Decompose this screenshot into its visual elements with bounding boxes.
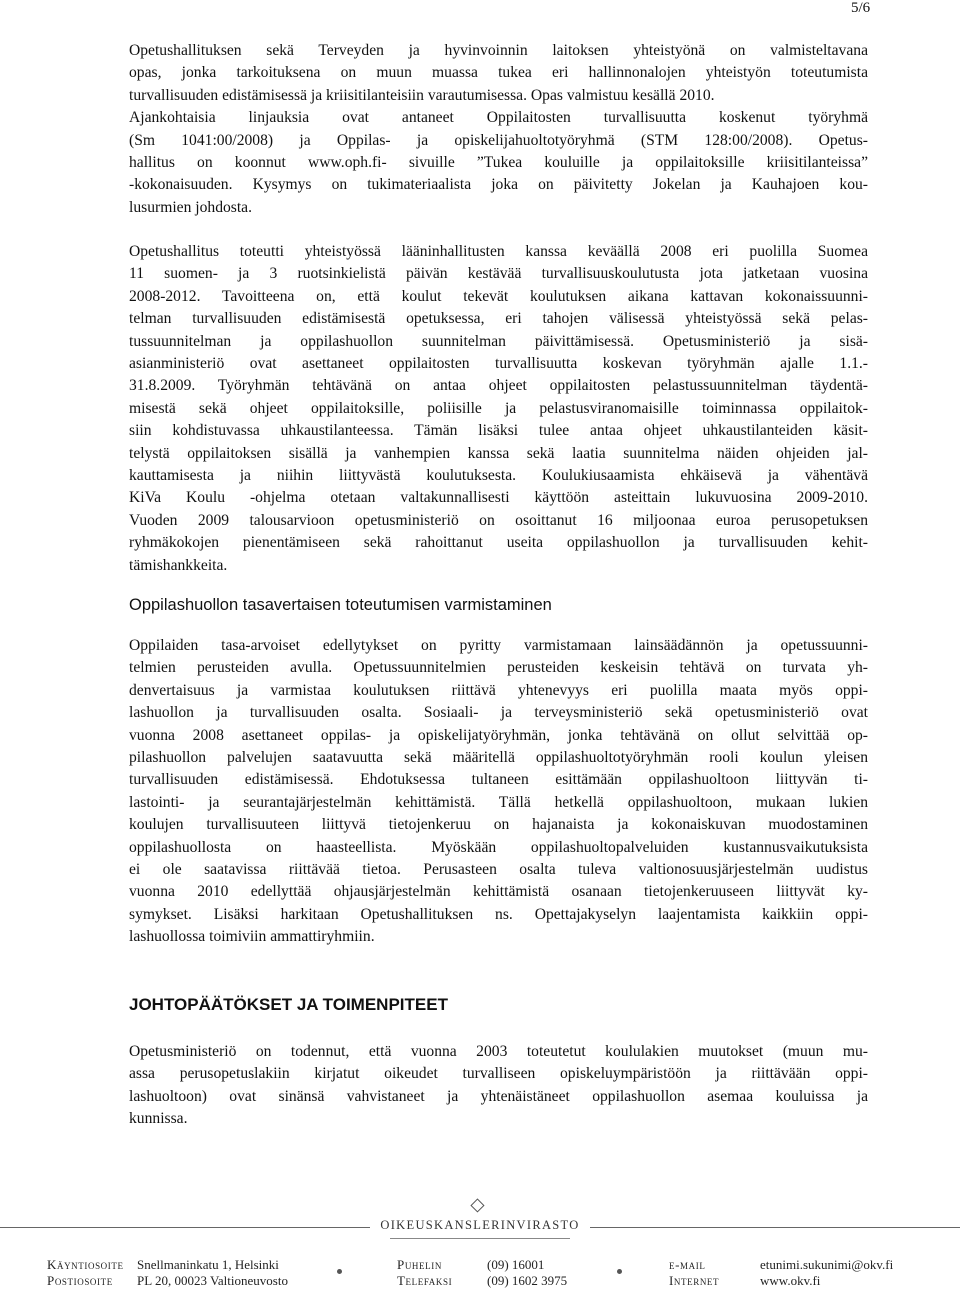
text-line: lashuoltoon) ovat sinänsä vahvistaneet ja yhtenäistäneet oppilashuollon asemaa kouluissa ja (129, 1087, 868, 1105)
internet-value: www.okv.fi (760, 1273, 821, 1288)
text-line: telmien perusteiden avulla. Opetussuunnitelmien perusteiden keskeisin tehtävä on turvata yh- (129, 659, 868, 677)
fax-value: (09) 1602 3975 (487, 1273, 568, 1288)
text-line: KiVa Koulu -ohjelma otetaan valtakunnallisesti käyttöön asteittain lukuvuosina 2009-2010. (129, 489, 868, 507)
visit-address-value: Snellmaninkatu 1, Helsinki (137, 1257, 279, 1272)
text-line: assa perusopetuslakiin kirjatut oikeudet turvalliseen opiskeluympäristöön ja riittävään oppi- (129, 1065, 868, 1083)
text-line: 11 suomen- ja 3 ruotsinkielistä päivän kestävää turvallisuuskoulutusta jota jatketaan vuosina (129, 265, 868, 283)
diamond-ornament-icon (470, 1198, 484, 1212)
separator-dot-icon (617, 1269, 622, 1274)
text-line: ryhmäkokojen pienentämiseen sekä rahoittanut useita oppilashuollon ja turvallisuuden kehit- (129, 534, 868, 552)
footer-rule-left (0, 1227, 380, 1228)
fax-label: Telefaksi (397, 1273, 453, 1288)
section-heading-caps: JOHTOPÄÄTÖKSET JA TOIMENPITEET (129, 995, 448, 1014)
paragraph-3 (129, 635, 868, 949)
text-line: koulujen turvallisuuteen liittyvä tietojenkeruu on hajanaista ja kokonaiskuvan muodostaminen (129, 816, 868, 834)
text-line: Opetusministeriö on todennut, että vuonna 2003 toteutetut koululakien muutokset (muun mu- (129, 1043, 868, 1060)
text-line: hallitus on koonnut www.oph.fi- sivuille ”Tukea kouluille ja oppilaitoksille kriisitilanteissa” (129, 154, 868, 172)
footer-rule-right (580, 1227, 960, 1228)
text-line: 31.8.2009. Työryhmän tehtävänä on antaa ohjeet oppilaitosten pelastussuunnitelman täydentä- (129, 377, 868, 395)
text-line: Opetushallituksen sekä Terveyden ja hyvinvoinnin laitoksen yhteistyönä on valmisteltavana (129, 42, 868, 59)
text-line: 2008-2012. Tavoitteena on, että koulut tekevät koulutuksen aikana kattavan kokonaissuunni- (129, 287, 868, 305)
text-line: lusurmien johdosta. (129, 198, 253, 216)
email-value: etunimi.sukunimi@okv.fi (760, 1257, 894, 1272)
paragraph-2 (129, 241, 868, 577)
text-line: kunnissa. (129, 1110, 188, 1128)
text-line: Oppilaiden tasa-arvoiset edellytykset on pyritty varmistamaan lainsäädännön ja opetussuunni- (129, 637, 868, 654)
text-line: pilashuollon palvelujen saatavuutta sekä määritellä oppilashuoltotyöryhmän rooli koulun yleisen (129, 749, 868, 767)
section-heading: Oppilashuollon tasavertaisen toteutumisen varmistaminen (129, 596, 552, 614)
text-line: tussuunnitelman ja oppilashuollon suunnitelman päivittämisessä. Opetusministeriö ja sisä- (129, 332, 868, 350)
text-line: kauttamisesta ja niihin liittyvästä koulutuksesta. Koulukiusaamista ehkäisevä ja vähentävä (129, 467, 868, 485)
text-line: Opetushallitus toteutti yhteistyössä lääninhallitusten kanssa keväällä 2008 eri puolilla Suomea (129, 243, 868, 260)
text-line: ei ole saatavissa riittävää tietoa. Perusasteen osalta tuleva valtionosuusjärjestelmän uudistus (129, 861, 868, 879)
text-line: misestä sekä ohjeet oppilaitoksille, poliisille ja pelastusviranomaisille toiminnassa oppilaitok- (129, 399, 868, 417)
separator-dot-icon (337, 1269, 342, 1274)
text-line: siin kohdistuvassa uhkaustilanteessa. Tämän lisäksi tulee antaa ohjeet uhkaustilanteiden käsit- (129, 422, 868, 440)
text-line: lashuollon ja turvallisuuden osalta. Sosiaali- ja terveysministeriö sekä opetusministeriö ovat (129, 704, 868, 722)
text-line: lashuollossa toimiviin ammattiryhmiin. (129, 928, 375, 946)
footer-brand (370, 1218, 590, 1233)
postal-address-value: PL 20, 00023 Valtioneuvosto (137, 1273, 288, 1288)
text-line: Ajankohtaisia linjauksia ovat antaneet Oppilaitosten turvallisuutta koskenut työryhmä (129, 109, 868, 127)
postal-address-label: Postiosoite (47, 1273, 113, 1288)
text-line: turvallisuuden edistämisessä. Ehdotuksessa tultaneen esittämään oppilashuoltoon liittyvän ti- (129, 771, 868, 789)
text-line: (Sm 1041:00/2008) ja Oppilas- ja opiskelijahuoltotyöryhmä (STM 128:00/2008). Opetus- (129, 131, 868, 149)
text-line: -kokonaisuuden. Kysymys on tukimateriaalista joka on päivitetty Jokelan ja Kauhajoen kou- (129, 176, 868, 194)
phone-label: Puhelin (397, 1257, 442, 1272)
email-label: e-mail (669, 1257, 706, 1272)
text-line: asianministeriö ovat asettaneet oppilaitosten turvallisuutta koskevan työryhmän ajalle 1.1.- (129, 355, 868, 373)
text-line: opas, jonka tarkoituksena on muun muassa tukea eri hallinnonalojen yhteistyön toteutumista (129, 64, 868, 82)
internet-label: Internet (669, 1273, 720, 1288)
text-line: lastointi- ja seurantajärjestelmän kehittämistä. Tällä hetkellä oppilashuoltoon, mukaan lukien (129, 793, 868, 811)
text-line: vuonna 2010 edellyttää ohjausjärjestelmän kehittämistä osanaan tietojenkeruuseen liittyvät ky- (129, 883, 868, 901)
text-line: telman turvallisuuden edistämisestä opetuksessa, eri tahojen välisessä yhteistyössä sekä pelas- (129, 310, 868, 328)
brand-underline (390, 1238, 570, 1239)
phone-value: (09) 16001 (487, 1257, 545, 1272)
visit-address-label: Käyntiosoite (47, 1257, 124, 1272)
page-number: 5/6 (851, 0, 871, 16)
text-line: denvertaisuus ja varmistaa koulutuksen riittävä yhtenevyys eri puolilla maata myös oppi- (129, 681, 868, 699)
text-line: vuonna 2008 asettaneet oppilas- ja opiskelijatyöryhmän, jonka tehtävänä on ollut selvittää op- (129, 726, 868, 744)
text-line: symykset. Lisäksi harkitaan Opetushallituksen ns. Opettajakyselyn laajentamista kaikkiin oppi- (129, 905, 868, 923)
paragraph-1 (129, 40, 868, 219)
paragraph-4 (129, 1041, 868, 1131)
text-line: tämishankkeita. (129, 556, 228, 574)
text-line: turvallisuuden edistämisessä ja kriisitilanteisiin varautumisessa. Opas valmistuu kesällä 2010. (129, 86, 715, 104)
text-line: telystä oppilaitoksen sisällä ja vanhempien kanssa sekä laatia suunnitelma näiden ohjeiden jal- (129, 444, 868, 462)
text-line: oppilashuollosta on haasteellista. Myöskään oppilashuoltopalveluiden kustannusvaikutuksista (129, 838, 868, 856)
brand-name: OIKEUSKANSLERINVIRASTO (380, 1218, 580, 1232)
text-line: Vuoden 2009 talousarvioon opetusministeriö on osoittanut 16 miljoonaa euroa perusopetuksen (129, 511, 868, 529)
